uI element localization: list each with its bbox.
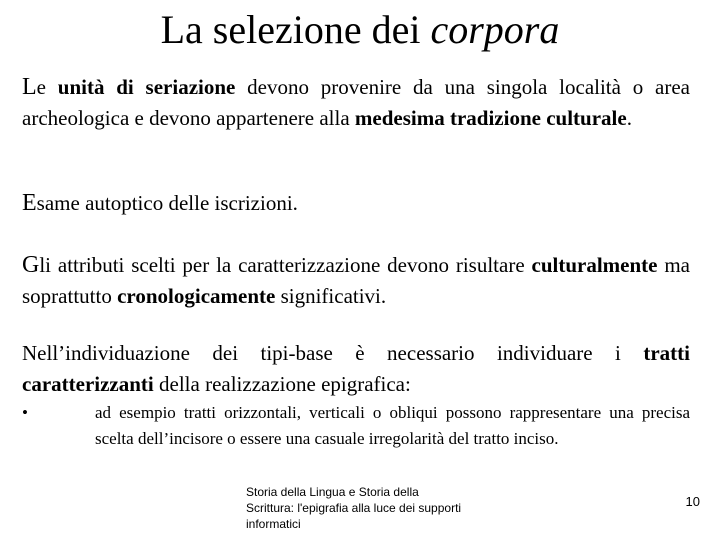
- slide-title: [0, 8, 720, 52]
- paragraph-attributes: [22, 250, 690, 312]
- text: della realizzazione epigrafica:: [153, 372, 411, 396]
- title-main: La selezione dei: [160, 7, 431, 52]
- bold-term: tratti caratterizzanti: [22, 341, 690, 396]
- footer-caption: Storia della Lingua e Storia della Scrittura: l'epigrafia alla luce dei supporti informatici: [246, 485, 462, 531]
- text: li attributi scelti per la caratterizzazione devono risultare: [39, 253, 532, 277]
- bold-term: medesima tradizione culturale: [354, 106, 627, 130]
- paragraph-seriation-units: [22, 72, 690, 134]
- drop-cap: G: [22, 252, 40, 278]
- text: e: [36, 75, 58, 99]
- bullet-text: ad esempio tratti orizzontali, verticali o obliqui possono rappresentare una precisa scelta dell’incisore o essere una casuale irregolarità del tratto inciso.: [95, 403, 690, 448]
- bold-term: cronologicamente: [117, 284, 276, 308]
- bullet-item: [22, 400, 690, 452]
- drop-cap: E: [22, 190, 37, 216]
- text: ma soprattutto: [22, 253, 690, 308]
- page-number: 10: [685, 494, 700, 509]
- bold-term: culturalmente: [531, 253, 658, 277]
- paragraph-base-types: [22, 338, 690, 400]
- drop-cap: L: [22, 74, 37, 100]
- paragraph-autoptic-exam: [22, 188, 690, 219]
- title-italic: corpora: [430, 7, 560, 52]
- text: devono provenire da una singola località o area archeologica e devono appartenere alla: [22, 75, 690, 130]
- text: Nell’individuazione dei tipi-base è necessario individuare i: [22, 341, 644, 365]
- bullet-icon: •: [22, 403, 28, 422]
- text: .: [626, 106, 632, 130]
- text: same autoptico delle iscrizioni.: [36, 191, 298, 215]
- text: significativi.: [275, 284, 387, 308]
- bold-term: unità di seriazione: [57, 75, 236, 99]
